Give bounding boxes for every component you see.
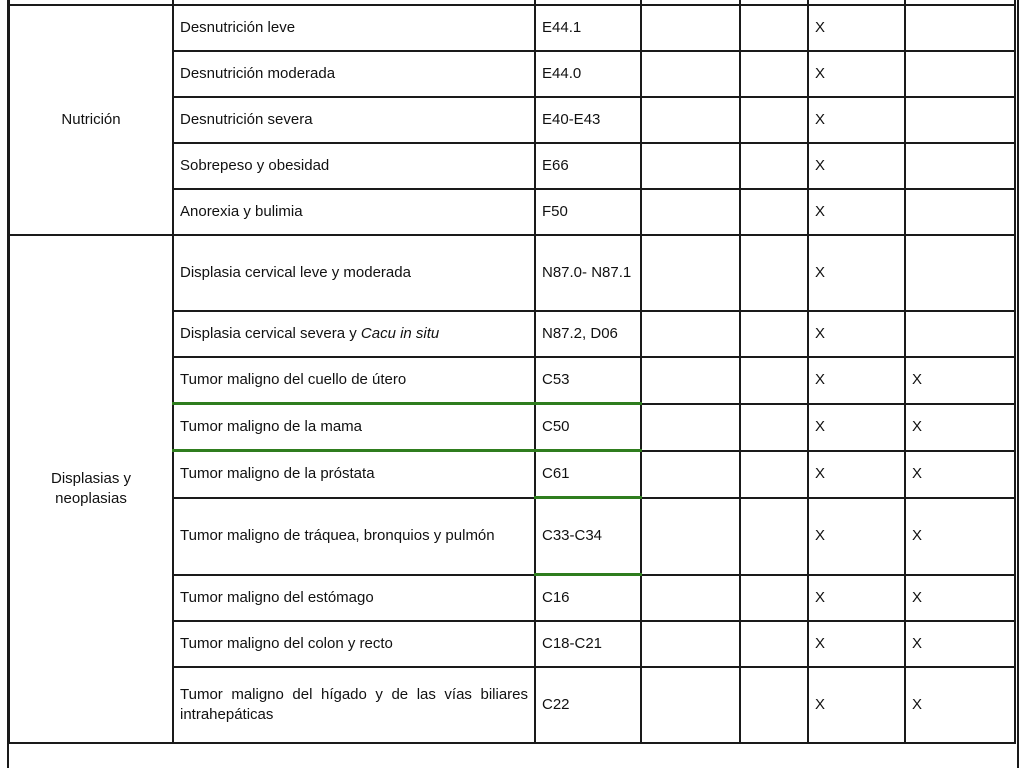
diagnosis-name: Desnutrición severa [173,97,535,143]
mark-col6: X [905,575,1015,622]
cell-col4 [740,189,808,235]
cell-col3 [641,189,740,235]
mark-col5: X [808,143,905,189]
mark-col6: X [905,404,1015,451]
mark-col5: X [808,235,905,311]
diagnosis-name-italic: Cacu in situ [360,325,440,342]
diagnosis-code: C33-C34 [535,498,641,575]
cell-col3 [641,667,740,743]
diagnosis-name: Desnutrición moderada [173,51,535,97]
diagnosis-code: F50 [535,189,641,235]
mark-col5: X [808,189,905,235]
diagnosis-code: E44.0 [535,51,641,97]
diagnosis-name: Tumor maligno del cuello de útero [173,357,535,404]
cell-col4 [740,451,808,498]
diagnosis-table [8,0,1016,744]
cell-col4 [740,404,808,451]
mark-col5: X [808,311,905,357]
cell-col3 [641,575,740,622]
mark-col5: X [808,451,905,498]
table-row [9,5,1015,51]
mark-col6: X [905,667,1015,743]
diagnosis-name: Desnutrición leve [173,5,535,51]
diagnosis-code: C50 [535,404,641,451]
mark-col5: X [808,404,905,451]
diagnosis-name: Tumor maligno de la próstata [173,451,535,498]
diagnosis-code: C18-C21 [535,621,641,667]
mark-col6 [905,235,1015,311]
mark-col6 [905,51,1015,97]
cell-col4 [740,575,808,622]
diagnosis-code: C61 [535,451,641,498]
cell-col4 [740,143,808,189]
cell-col3 [641,498,740,575]
mark-col6: X [905,451,1015,498]
cell-col4 [740,357,808,404]
mark-col6: X [905,621,1015,667]
right-margin-rule [1017,0,1019,768]
cell-col4 [740,621,808,667]
mark-col5: X [808,357,905,404]
diagnosis-name: Sobrepeso y obesidad [173,143,535,189]
cell-col3 [641,311,740,357]
mark-col6: X [905,357,1015,404]
cell-col3 [641,621,740,667]
mark-col6 [905,5,1015,51]
cell-col3 [641,5,740,51]
mark-col6: X [905,498,1015,575]
category-cell-displasias: Displasias y neoplasias [9,235,173,743]
diagnosis-name: Anorexia y bulimia [173,189,535,235]
mark-col5: X [808,498,905,575]
diagnosis-code: N87.2, D06 [535,311,641,357]
cell-col4 [740,5,808,51]
cell-col3 [641,51,740,97]
category-cell-nutricion: Nutrición [9,5,173,235]
mark-col6 [905,143,1015,189]
cell-col3 [641,404,740,451]
mark-col5: X [808,575,905,622]
diagnosis-name: Tumor maligno del colon y recto [173,621,535,667]
cell-col3 [641,357,740,404]
table-row [9,235,1015,311]
diagnosis-code: C16 [535,575,641,622]
mark-col6 [905,189,1015,235]
cell-col4 [740,311,808,357]
cell-col4 [740,667,808,743]
cell-col4 [740,97,808,143]
diagnosis-name-text: Displasia cervical severa y [180,325,361,342]
cell-col4 [740,235,808,311]
mark-col5: X [808,97,905,143]
diagnosis-code: E40-E43 [535,97,641,143]
diagnosis-code: E44.1 [535,5,641,51]
diagnosis-name: Tumor maligno de la mama [173,404,535,451]
cell-col3 [641,451,740,498]
diagnosis-name: Tumor maligno del hígado y de las vías biliares intrahepáticas [173,667,535,743]
diagnosis-code: C22 [535,667,641,743]
cell-col4 [740,498,808,575]
diagnosis-name: Tumor maligno del estómago [173,575,535,622]
mark-col5: X [808,667,905,743]
cell-col3 [641,235,740,311]
mark-col6 [905,97,1015,143]
diagnosis-name: Displasia cervical leve y moderada [173,235,535,311]
diagnosis-name: Tumor maligno de tráquea, bronquios y pulmón [173,498,535,575]
mark-col5: X [808,621,905,667]
diagnosis-code: E66 [535,143,641,189]
mark-col5: X [808,51,905,97]
mark-col5: X [808,5,905,51]
cell-col3 [641,143,740,189]
cell-col4 [740,51,808,97]
mark-col6 [905,311,1015,357]
diagnosis-name [173,311,535,357]
cell-col3 [641,97,740,143]
diagnosis-code: C53 [535,357,641,404]
diagnosis-code: N87.0- N87.1 [535,235,641,311]
